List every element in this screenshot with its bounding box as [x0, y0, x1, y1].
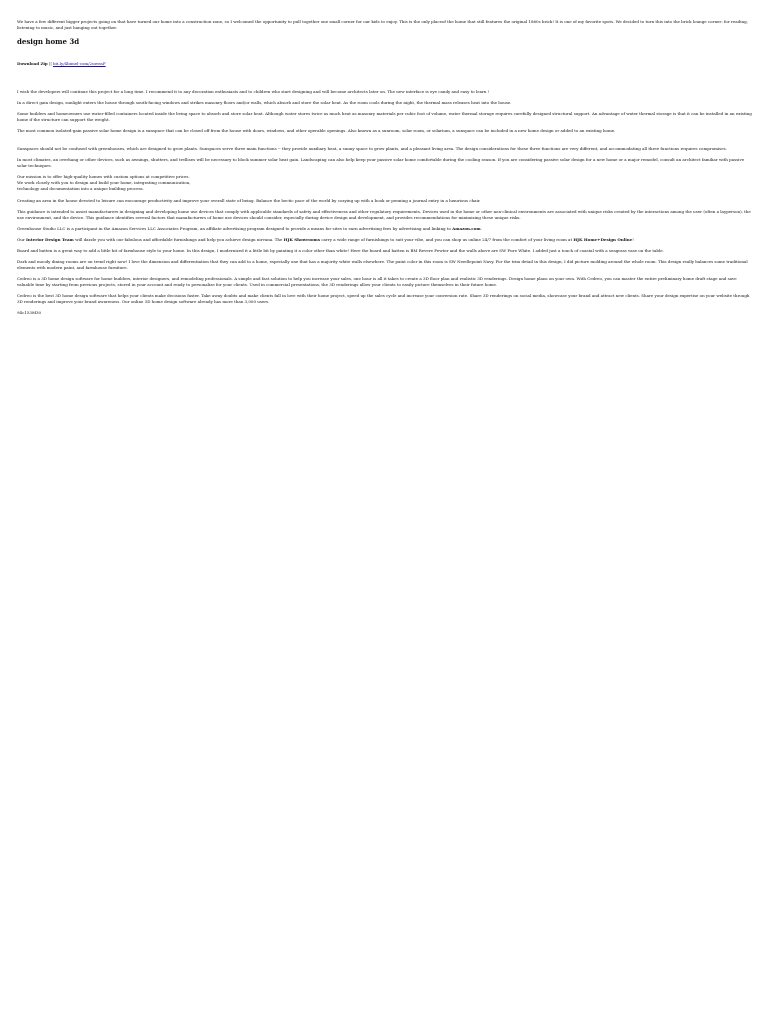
team-text: will dazzle you with our fabulous and affordable furnishings and help you achieve design nirvana. The	[73, 237, 284, 242]
team-text-end: !	[632, 237, 634, 242]
team-text: carry a wide range of furnishings to suit your vibe, and you can shop us online 24/7 from the comfort of your living room at	[320, 237, 574, 242]
paragraph-leisure: Creating an area in the house devoted to leisure can encourage productivity and improve your overall state of being. Balance the hectic pace of the world by cozying up with a book or penning a journal entry in a luxurious chair.	[17, 198, 481, 203]
intro-paragraph: We have a few different bigger projects going on that have turned our home into a construction zone, so I welcomed the opportunity to pull together one small corner for our kids to enjoy. This is the only placeof the home that still features the original 1860s brick! It is one of my favorite spots. We decided to turn this into the brick lounge corner: for reading, listening to music, and just hanging out together.	[17, 19, 748, 30]
mission-line: We work closely with you to design and build your home, integrating communication,	[17, 180, 191, 185]
paragraph-design-team	[17, 237, 753, 243]
paragraph-developers: I wish the developers will continue this project for a long time. I recommend it to any decoration enthusiasts and to children who start designing and will become architects later on. The new interface is eye candy and easy to learn !	[17, 89, 490, 94]
amazon-text: Amazon.com	[452, 226, 481, 231]
download-separator: ||	[47, 61, 53, 66]
showrooms-text: HJK Showrooms	[283, 237, 321, 242]
paragraph-guidance: This guidance is intended to assist manufacturers in designing and developing home use devices that comply with applicable standards of safety and effectiveness and other regulatory requirements. Devices used in the home or other non-clinical environments are associated with unique risks created by the interactions among the user (often a layperson), the use environment, and the device. This guidance identifies several factors that manufacturers of home use devices should consider, especially during device design and development, and provides recommendations for minimizing these unique risks.	[17, 209, 751, 220]
signature-code: 94c1538f30	[17, 310, 42, 315]
document-page	[0, 0, 770, 316]
paragraph-cedreo-intro: Cedreo is a 3D home design software for home builders, interior designers, and remodeling professionals. A simple and fast solution to help you increase your sales, one hour is all it takes to create a 3D floor plan and realistic 3D renderings. Design home plans on your own. With Cedreo, you can master the entire preliminary home draft stage and save valuable time by starting from previous projects, stored in your account and ready to personalize for your clients. Used in commercial presentations, the 3D renderings allow your clients to easily picture themselves in their future home.	[17, 276, 737, 287]
affiliate-end: .	[480, 226, 482, 231]
paragraph-direct-gain: In a direct gain design, sunlight enters the house through south-facing windows and strikes masonry floors and/or walls, which absorb and store the solar heat. As the room cools during the night, the thermal mass releases heat into the house.	[17, 100, 512, 105]
paragraph-water-storage: Some builders and homeowners use water-filled containers located inside the living space to absorb and store solar heat. Although water stores twice as much heat as masonry materials per cubic foot of volume, water thermal storage requires carefully designed structural support. An advantage of water thermal storage is that it can be installed in an existing home if the structure can support the weight.	[17, 111, 752, 122]
mission-line: Our mission is to offer high-quality homes with custom options at competitive prices.	[17, 174, 190, 179]
interior-design-team-text: Interior Design Team	[26, 237, 74, 242]
mission-statement	[17, 174, 753, 192]
paragraph-greenhouses: Sunspaces should not be confused with greenhouses, which are designed to grow plants. Sunspaces serve three main functions -- they provide auxiliary heat, a sunny space to grow plants, and a pleasant living area. The design considerations for these three functions are very different, and accommodating all three functions requires compromises.	[17, 146, 727, 151]
page-title: design home 3d	[17, 37, 80, 46]
download-link[interactable]: bit.ly/4bimel-com/2uweaF	[52, 61, 106, 66]
paragraph-cedreo-best: Cedreo is the best 3D home design software that helps your clients make decisions faster. Take away doubts and make clients fall in love with their home project, speed up the sales cycle and increase your conversion rate. Share 3D renderings on social media, showcase your brand and attract new clients. Share your design expertise on your website through 3D renderings and improve your brand awareness. Our online 3D home design software already has more than 3,000 users.	[17, 293, 750, 304]
download-label: Download Zip	[17, 61, 48, 66]
spacer	[17, 67, 753, 89]
paragraph-dining-rooms: Dark and moody dining rooms are on trend right now! I love the dimension and differentiation that they can add to a home, especially one that has a majority white walls elsewhere. The paint color in this room is SW Needlepoint Navy. For the trim detail in this design, I did picture molding around the whole room. This design really balances some traditional elements with modern paint, and farmhouse furniture.	[17, 259, 748, 270]
paragraph-affiliate	[17, 226, 753, 232]
paragraph-board-batten: Board and batten is a great way to add a little bit of farmhouse style to your home. In this design, I modernized it a little bit by painting it a color other than white! Here the board and batten is BM Revere Pewter and the walls above are SW Pure White. I added just a touch of coastal with a seagrass vase on the table.	[17, 248, 664, 253]
affiliate-text: Greenhouse Studio LLC is a participant in the Amazon Services LLC Associates Program, an affiliate advertising program designed to provide a means for sites to earn advertising fees by advertising and linking to	[17, 226, 453, 231]
mission-line: technology and documentation into a unique building process.	[17, 186, 144, 191]
paragraph-sunspace: The most common isolated-gain passive solar home design is a sunspace that can be closed off from the house with doors, windows, and other operable openings. Also known as a sunroom, solar room, or solarium, a sunspace can be included in a new home design or added to an existing home.	[17, 128, 616, 133]
team-text: Our	[17, 237, 27, 242]
online-store-text: HJK Home+Design Online	[573, 237, 633, 242]
paragraph-climates: In most climates, an overhang or other devices, such as awnings, shutters, and trellises will be necessary to block summer solar heat gain. Landscaping can also help keep your passive solar home comfortable during the cooling season. If you are considering passive solar design for a new home or a major remodel, consult an architect familiar with passive solar techniques.	[17, 157, 745, 168]
